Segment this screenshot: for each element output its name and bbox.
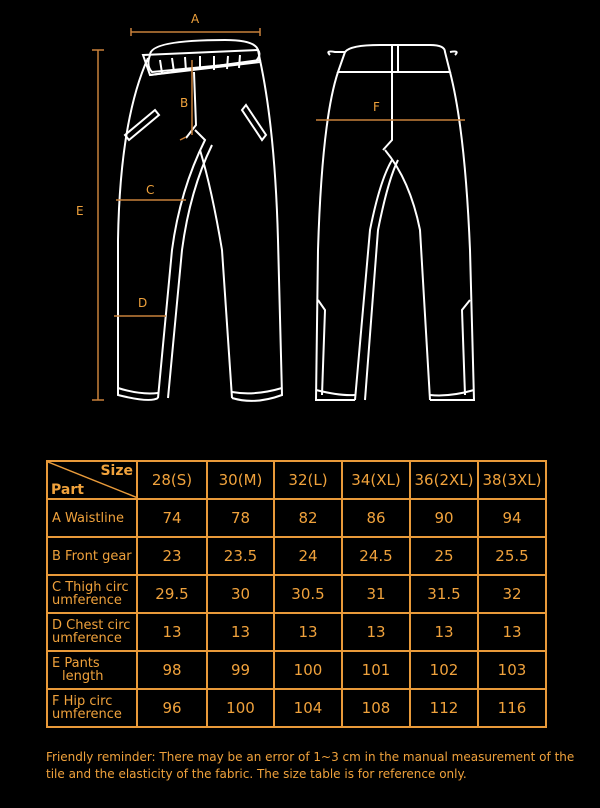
part-cell xyxy=(47,689,137,727)
value-cell: 13 xyxy=(274,613,342,651)
value-cell: 23 xyxy=(137,537,207,575)
value-cell: 31 xyxy=(342,575,410,613)
part-label: A Waistline xyxy=(52,510,124,526)
value-cell: 102 xyxy=(410,651,478,689)
value-cell: 13 xyxy=(137,613,207,651)
value-cell: 78 xyxy=(207,499,274,537)
table-row xyxy=(47,537,546,575)
part-label: E Pants xyxy=(52,656,100,671)
part-label: B Front gear xyxy=(52,548,132,564)
corner-header-cell xyxy=(47,461,137,499)
size-chart-table xyxy=(46,460,547,728)
part-header-label: Part xyxy=(51,482,84,498)
table-row xyxy=(47,651,546,689)
part-cell xyxy=(47,537,137,575)
value-cell: 25.5 xyxy=(478,537,546,575)
value-cell: 101 xyxy=(342,651,410,689)
value-cell: 96 xyxy=(137,689,207,727)
value-cell: 24 xyxy=(274,537,342,575)
value-cell: 86 xyxy=(342,499,410,537)
value-cell: 25 xyxy=(410,537,478,575)
table-header-row xyxy=(47,461,546,499)
reminder-note: Friendly reminder: There may be an error of 1~3 cm in the manual measurement of the tile and the elasticity of the fabric. The size table is for reference only. xyxy=(46,750,575,781)
value-cell: 24.5 xyxy=(342,537,410,575)
dimension-label-f: F xyxy=(373,100,380,114)
part-label-cont: umference xyxy=(52,631,122,646)
value-cell: 104 xyxy=(274,689,342,727)
value-cell: 108 xyxy=(342,689,410,727)
value-cell: 94 xyxy=(478,499,546,537)
dimension-label-e: E xyxy=(76,204,84,218)
size-header-label: Size xyxy=(100,463,133,479)
size-header: 30(M) xyxy=(207,461,274,499)
value-cell: 112 xyxy=(410,689,478,727)
size-header: 34(XL) xyxy=(342,461,410,499)
value-cell: 99 xyxy=(207,651,274,689)
dimension-label-d: D xyxy=(138,296,148,310)
part-label-cont: umference xyxy=(52,593,122,608)
value-cell: 98 xyxy=(137,651,207,689)
value-cell: 74 xyxy=(137,499,207,537)
part-label: D Chest circ xyxy=(52,618,131,633)
value-cell: 13 xyxy=(478,613,546,651)
value-cell: 13 xyxy=(207,613,274,651)
size-header: 38(3XL) xyxy=(478,461,546,499)
part-label: F Hip circ xyxy=(52,694,113,709)
part-cell xyxy=(47,613,137,651)
value-cell: 82 xyxy=(274,499,342,537)
value-cell: 32 xyxy=(478,575,546,613)
table-row xyxy=(47,613,546,651)
size-header: 28(S) xyxy=(137,461,207,499)
part-label-cont: umference xyxy=(52,707,122,722)
value-cell: 100 xyxy=(207,689,274,727)
part-cell xyxy=(47,575,137,613)
table-row xyxy=(47,575,546,613)
value-cell: 31.5 xyxy=(410,575,478,613)
part-label: C Thigh circ xyxy=(52,580,129,595)
part-cell xyxy=(47,651,137,689)
value-cell: 90 xyxy=(410,499,478,537)
table-row xyxy=(47,689,546,727)
value-cell: 29.5 xyxy=(137,575,207,613)
size-header: 36(2XL) xyxy=(410,461,478,499)
dimension-label-c: C xyxy=(146,183,155,197)
part-cell xyxy=(47,499,137,537)
value-cell: 30.5 xyxy=(274,575,342,613)
part-label-cont: length xyxy=(62,669,104,684)
value-cell: 116 xyxy=(478,689,546,727)
value-cell: 23.5 xyxy=(207,537,274,575)
value-cell: 30 xyxy=(207,575,274,613)
value-cell: 100 xyxy=(274,651,342,689)
value-cell: 13 xyxy=(410,613,478,651)
value-cell: 103 xyxy=(478,651,546,689)
dimension-label-b: B xyxy=(180,96,189,110)
dimension-label-a: A xyxy=(191,12,200,26)
table-row xyxy=(47,499,546,537)
value-cell: 13 xyxy=(342,613,410,651)
size-header: 32(L) xyxy=(274,461,342,499)
